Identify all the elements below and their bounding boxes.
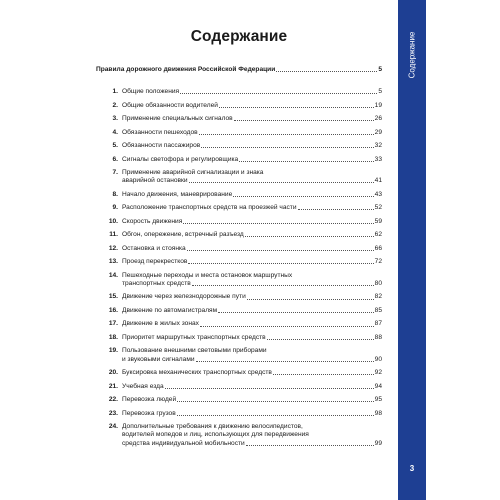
toc-entry-body	[118, 231, 382, 239]
toc-entry-title: аварийной остановки	[122, 177, 188, 185]
toc-entry-number: 7.	[112, 169, 118, 176]
toc-entry-line	[118, 156, 382, 164]
toc-dot-leader	[218, 312, 374, 313]
toc-entry-number: 8.	[112, 190, 118, 198]
toc-entry-line	[118, 307, 382, 315]
toc-entry-page: 99	[374, 439, 382, 447]
toc-entry-line	[118, 410, 382, 418]
toc-entry-line	[118, 218, 382, 226]
toc-entry-title-line: водителей мопедов и лиц, использующих для передвижения	[122, 431, 309, 439]
toc-entry-page: 85	[374, 306, 382, 314]
toc-entry-line	[118, 177, 382, 185]
toc-entry-body	[118, 129, 382, 137]
toc-entry-body	[118, 88, 382, 96]
toc-entry-line	[118, 191, 382, 199]
toc-entry-line	[118, 293, 382, 301]
toc-dot-leader	[276, 71, 377, 72]
toc-entry-page: 32	[374, 142, 382, 149]
toc-dot-leader	[201, 147, 373, 148]
toc-entry-title: средства индивидуальной мобильности	[122, 439, 245, 447]
toc-entry-page: 29	[374, 128, 382, 136]
toc-entry-line	[118, 396, 382, 404]
toc-entry-line	[118, 115, 382, 123]
toc-dot-leader	[200, 326, 374, 327]
toc-entry-number: 14.	[108, 271, 118, 279]
toc-entry-body	[118, 334, 382, 342]
toc-entry-title-line: Применение аварийной сигнализации и знака	[122, 169, 264, 176]
toc-entry-page: 87	[374, 320, 382, 328]
toc-entry-title: Начало движения, маневрирование	[122, 190, 233, 198]
toc-entry-number: 10.	[108, 217, 118, 225]
toc-entry-title: Обязанности пассажиров	[122, 142, 201, 149]
toc-entry-body	[118, 156, 382, 164]
toc-dot-leader	[183, 223, 373, 224]
toc-dot-leader	[267, 339, 374, 340]
toc-entry-title: Обязанности пешеходов	[122, 128, 198, 136]
toc-dot-leader	[187, 250, 374, 251]
toc-dot-leader	[298, 209, 374, 210]
toc-dot-leader	[192, 285, 374, 286]
toc-entry-body	[118, 142, 382, 150]
toc-entry-title: и звуковыми сигналами	[122, 355, 195, 363]
toc-entry-page: 19	[374, 101, 382, 109]
page-title: Содержание	[190, 28, 288, 45]
toc-entry-line	[118, 204, 382, 212]
toc-entry-number: 16.	[108, 306, 118, 314]
toc-entry-title: Движение в жилых зонах	[122, 320, 199, 328]
toc-entry-title: Приоритет маршрутных транспортных средств	[122, 333, 266, 341]
toc-entry-line	[118, 280, 382, 288]
toc-entry-title: Движение по автомагистралям	[122, 306, 218, 314]
toc-entry-number: 2.	[112, 101, 118, 109]
toc-entry-number: 12.	[108, 244, 118, 252]
toc-entry-line	[118, 88, 382, 96]
toc-entry-body	[118, 191, 382, 199]
toc-dot-leader	[199, 134, 374, 135]
toc-entry-title: Буксировка механических транспортных средств	[122, 369, 272, 377]
toc-main-entry-body	[96, 66, 382, 74]
toc-entry-number: 11.	[109, 231, 118, 239]
toc-entry-line	[118, 320, 382, 328]
toc-entry-number: 4.	[112, 128, 118, 136]
toc-entry-number: 18.	[108, 333, 118, 341]
toc-entry-body	[118, 423, 382, 448]
toc-dot-leader	[234, 120, 374, 121]
toc-entry-page: 41	[374, 177, 382, 185]
toc-dot-leader	[219, 107, 374, 108]
toc-entry-number: 20.	[108, 369, 118, 377]
page-number: 3	[409, 464, 415, 473]
toc-dot-leader	[246, 445, 374, 446]
toc-entry-page: 90	[374, 355, 382, 363]
toc-entry-page: 95	[374, 396, 382, 404]
toc-entry-page: 62	[374, 231, 382, 239]
toc-entry-body	[118, 115, 382, 123]
toc-dot-leader	[177, 401, 373, 402]
toc-entry-line	[118, 129, 382, 137]
toc-entry-page: 72	[374, 258, 382, 266]
toc-dot-leader	[165, 388, 374, 389]
toc-entry-page: 43	[374, 190, 382, 198]
toc-entry-page: 52	[374, 204, 382, 212]
toc-entry-page: 33	[374, 155, 382, 163]
toc-entry-body	[118, 102, 382, 110]
toc-entry-body	[118, 204, 382, 212]
toc-entry-body	[118, 169, 382, 185]
toc-entry-title: Общие обязанности водителей	[122, 101, 218, 109]
toc-entry-page: 98	[374, 409, 382, 417]
toc-entry-body	[118, 293, 382, 301]
toc-entry-title: Общие положения	[122, 88, 180, 95]
toc-entry-number: 23.	[108, 409, 118, 417]
toc-dot-leader	[247, 299, 374, 300]
toc-entry-body	[118, 396, 382, 404]
toc-entry-title-line: Пешеходные переходы и места остановок маршрутных	[122, 271, 293, 279]
toc-entry-number: 19.	[108, 347, 118, 355]
toc-entry-number: 6.	[112, 155, 118, 163]
toc-dot-leader	[233, 196, 373, 197]
toc-entry-body	[118, 383, 382, 391]
toc-entry-page: 88	[374, 333, 382, 341]
toc-entry-number: 9.	[112, 204, 118, 212]
side-section-label	[398, 0, 426, 110]
toc-entry-title: Остановка и стоянка	[122, 244, 186, 252]
toc-entry-line	[118, 356, 382, 364]
toc-entry-page: 5	[378, 66, 382, 73]
toc-entry-page: 92	[374, 369, 382, 377]
toc-entry-page: 5	[378, 88, 382, 95]
toc-entry-title: Правила дорожного движения Российской Федерации	[96, 66, 276, 73]
toc-entry-number: 3.	[112, 115, 118, 122]
toc-entry-title: Сигналы светофора и регулировщика	[122, 155, 239, 163]
toc-entry-title: Применение специальных сигналов	[122, 115, 233, 122]
toc-entry-line	[118, 440, 382, 448]
toc-entry-body	[118, 320, 382, 328]
toc-dot-leader	[273, 374, 374, 375]
toc-entry-body	[118, 258, 382, 266]
toc-entry-page: 66	[374, 244, 382, 252]
toc-dot-leader	[239, 161, 373, 162]
toc-entry-body	[118, 272, 382, 288]
toc-entry-number: 24.	[108, 423, 118, 431]
toc-entry-line	[96, 66, 382, 74]
toc-entry-title-line: Дополнительные требования к движению велосипедистов,	[122, 423, 303, 431]
toc-entry-body	[118, 245, 382, 253]
toc-entry-number: 15.	[108, 293, 118, 301]
toc-entry-line	[118, 102, 382, 110]
toc-entry-body	[118, 307, 382, 315]
toc-dot-leader	[189, 182, 374, 183]
toc-entry-page: 59	[374, 217, 382, 225]
toc-entry-number: 21.	[108, 382, 118, 390]
toc-entry-title: Проезд перекрестков	[122, 258, 188, 266]
toc-entry-title: Обгон, опережение, встречный разъезд	[122, 231, 244, 239]
toc-entry-body	[118, 347, 382, 363]
toc-entry-title: Учебная езда	[122, 382, 164, 390]
toc-entry-number: 17.	[108, 320, 118, 328]
toc-entry-line	[118, 245, 382, 253]
toc-entry-body	[118, 410, 382, 418]
toc-entry-page: 26	[374, 115, 382, 122]
toc-dot-leader	[245, 236, 374, 237]
toc-entry-line	[118, 369, 382, 377]
toc-entry-title: Расположение транспортных средств на проезжей части	[122, 204, 297, 212]
toc-entry-page: 82	[374, 293, 382, 301]
toc-entry-title: Движение через железнодорожные пути	[122, 293, 246, 301]
toc-entry-body	[118, 369, 382, 377]
toc-entry-number: 22.	[108, 396, 118, 404]
toc-entry-title: Перевозка грузов	[122, 409, 176, 417]
toc-entry-line	[118, 383, 382, 391]
toc-entry-title: Перевозка людей	[122, 396, 177, 404]
toc-entry-line	[118, 258, 382, 266]
toc-dot-leader	[177, 415, 374, 416]
toc-dot-leader	[188, 263, 373, 264]
toc-entry-page: 80	[374, 279, 382, 287]
toc-entry-number: 13.	[108, 258, 118, 266]
toc-entry-number: 5.	[112, 142, 118, 149]
side-section-label-text: Содержание	[407, 31, 417, 79]
toc-entry-title: Скорость движения	[122, 217, 183, 225]
toc-entry-line	[118, 334, 382, 342]
toc-entry-title: транспортных средств	[122, 279, 191, 287]
toc-entry-line	[118, 231, 382, 239]
toc-entry-body	[118, 218, 382, 226]
toc-dot-leader	[196, 361, 374, 362]
toc-entry-number: 1.	[112, 88, 118, 95]
toc-entry-line	[118, 142, 382, 150]
toc-dot-leader	[180, 93, 377, 94]
toc-entry-page: 94	[374, 382, 382, 390]
toc-entry-title-line: Пользование внешними световыми приборами	[122, 347, 267, 355]
